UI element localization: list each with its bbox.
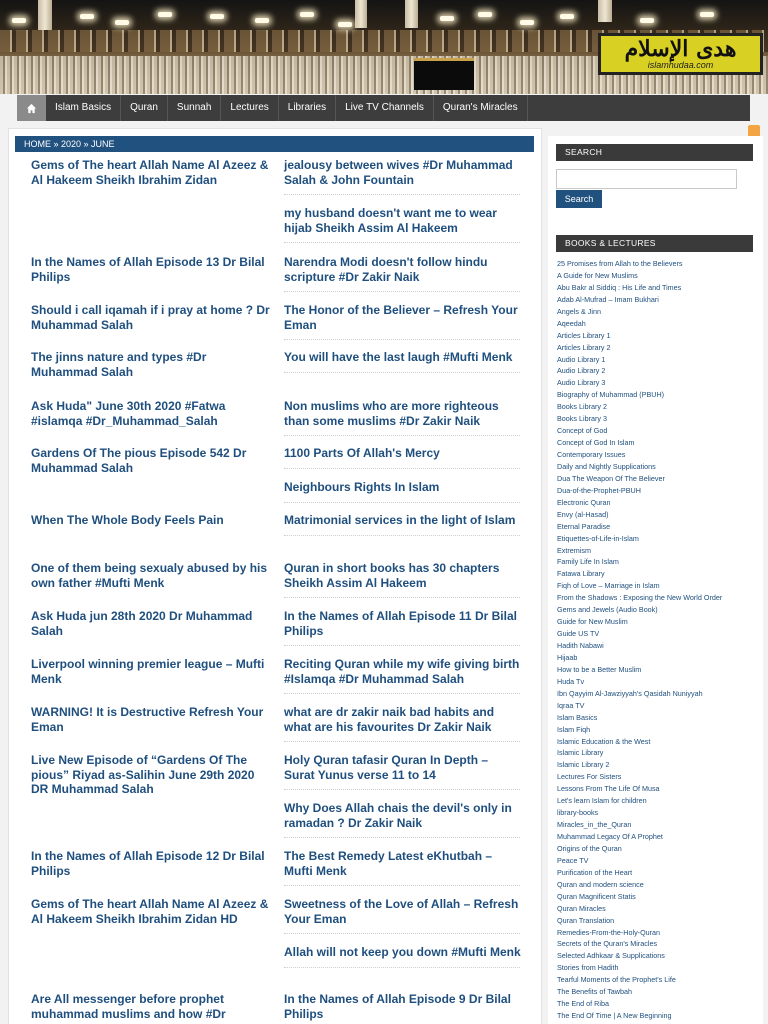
post-title[interactable]: Allah will not keep you down #Mufti Menk xyxy=(284,945,521,959)
sidebar-link[interactable]: library-books xyxy=(557,808,599,818)
main-nav xyxy=(17,95,750,121)
nav-item-live-tv-channels[interactable]: Live TV Channels xyxy=(336,95,434,121)
post-title[interactable]: The Best Remedy Latest eKhutbah – Mufti Menk xyxy=(284,849,493,878)
post-title[interactable]: In the Names of Allah Episode 13 Dr Bilal Philips xyxy=(31,255,265,284)
post-title[interactable]: Neighbours Rights In Islam xyxy=(284,480,440,494)
sidebar-link[interactable]: Audio Library 2 xyxy=(557,366,606,376)
post-item[interactable] xyxy=(268,609,522,638)
nav-item-quran[interactable]: Quran xyxy=(121,95,168,121)
post-item[interactable] xyxy=(31,657,271,686)
sidebar-link[interactable]: Peace TV xyxy=(557,855,589,865)
sidebar-link[interactable]: Selected Adhkaar & Supplications xyxy=(557,951,665,961)
logo-english-text: islamhudaa.com xyxy=(647,60,714,70)
post-item[interactable] xyxy=(268,158,522,187)
post-title[interactable]: Gems of The heart Allah Name Al Azeez & Al Hakeem Sheikh Ibrahim Zidan xyxy=(31,158,269,187)
nav-item-qurans-miracles[interactable]: Quran's Miracles xyxy=(434,95,528,121)
sidebar-link[interactable]: Gems and Jewels (Audio Book) xyxy=(557,605,658,615)
post-title[interactable]: When The Whole Body Feels Pain xyxy=(31,513,224,527)
sidebar-link[interactable]: Etiquettes-of-Life-in-Islam xyxy=(557,533,639,543)
post-title[interactable]: Sweetness of the Love of Allah – Refresh Your Eman xyxy=(284,897,519,926)
post-item[interactable] xyxy=(31,303,271,332)
sidebar-link[interactable]: From the Shadows : Exposing the New World Order xyxy=(557,593,723,603)
post-title[interactable]: Ask Huda" June 30th 2020 #Fatwa #islamqa #Dr_Muhammad_Salah xyxy=(31,399,226,428)
post-title[interactable]: Are All messenger before prophet muhammad muslims and how #Dr xyxy=(31,992,226,1021)
post-item[interactable] xyxy=(31,897,271,926)
search-widget-title: SEARCH xyxy=(556,144,753,161)
post-title[interactable]: The Honor of the Believer – Refresh Your Eman xyxy=(284,303,518,332)
post-title[interactable]: Non muslims who are more righteous than some muslims #Dr Zakir Naik xyxy=(284,399,499,428)
sidebar-link[interactable]: Purification of the Heart xyxy=(557,867,633,877)
post-title[interactable]: jealousy between wives #Dr Muhammad Salah & John Fountain xyxy=(284,158,513,187)
site-logo[interactable] xyxy=(598,33,763,75)
post-title[interactable]: Narendra Modi doesn't follow hindu scripture #Dr Zakir Naik xyxy=(284,255,488,284)
post-title[interactable]: Matrimonial services in the light of Islam xyxy=(284,513,516,527)
sidebar-link[interactable]: Miracles_in_the_Quran xyxy=(557,820,632,830)
sidebar-link[interactable]: Lessons From The Life Of Musa xyxy=(557,784,660,794)
sidebar-link[interactable]: The Benefits of Tawbah xyxy=(557,987,632,997)
sidebar-link[interactable]: Secrets of the Quran's Miracles xyxy=(557,939,658,949)
sidebar-link[interactable]: Adab Al-Mufrad – Imam Bukhari xyxy=(557,294,659,304)
sidebar-link[interactable]: Hadith Nabawi xyxy=(557,641,604,650)
nav-home-button[interactable] xyxy=(17,95,46,121)
nav-item-libraries[interactable]: Libraries xyxy=(279,95,336,121)
post-item[interactable] xyxy=(31,255,271,284)
post-item[interactable] xyxy=(268,897,522,926)
post-item[interactable] xyxy=(31,561,271,590)
post-title[interactable]: Gems of The heart Allah Name Al Azeez & Al Hakeem Sheikh Ibrahim Zidan HD xyxy=(31,897,269,926)
search-input[interactable] xyxy=(556,169,737,189)
sidebar-link[interactable]: Extremism xyxy=(557,545,591,555)
post-item[interactable] xyxy=(268,992,522,1021)
sidebar-link[interactable]: Fiqh of Love – Marriage in Islam xyxy=(557,581,660,591)
sidebar-link[interactable]: Envy (al-Hasad) xyxy=(557,509,609,519)
sidebar-link[interactable]: Huda Tv xyxy=(557,676,585,686)
post-item[interactable] xyxy=(31,609,271,638)
post-item[interactable] xyxy=(31,350,271,379)
sidebar-link[interactable]: Books Library 3 xyxy=(557,414,607,424)
post-title[interactable]: In the Names of Allah Episode 9 Dr Bilal Philips xyxy=(284,992,511,1021)
post-title[interactable]: WARNING! It is Destructive Refresh Your Eman xyxy=(31,705,264,734)
sidebar-link[interactable]: Electronic Quran xyxy=(557,497,611,507)
search-button[interactable]: Search xyxy=(556,190,602,208)
sidebar-link[interactable]: Hijaab xyxy=(557,652,578,662)
post-title[interactable]: Gardens Of The pious Episode 542 Dr Muhammad Salah xyxy=(31,446,247,475)
post-item[interactable] xyxy=(31,446,271,475)
books-lectures-widget-title: BOOKS & LECTURES xyxy=(556,235,753,252)
sidebar-link[interactable]: Articles Library 2 xyxy=(557,342,611,352)
breadcrumb[interactable]: HOME » 2020 » JUNE xyxy=(15,136,534,152)
sidebar-link[interactable]: Angels & Jinn xyxy=(557,306,601,316)
post-title[interactable]: In the Names of Allah Episode 12 Dr Bilal Philips xyxy=(31,849,265,878)
sidebar-link[interactable]: Lectures For Sisters xyxy=(557,772,622,782)
post-item[interactable] xyxy=(268,446,522,461)
post-item[interactable] xyxy=(268,206,522,235)
sidebar-link[interactable]: Audio Library 1 xyxy=(557,354,606,364)
sidebar-link[interactable]: Daily and Nightly Supplications xyxy=(557,461,656,471)
post-item[interactable] xyxy=(31,399,271,428)
post-item[interactable] xyxy=(268,705,522,734)
sidebar-link[interactable]: Islamic Library 2 xyxy=(557,760,610,770)
sidebar-link[interactable]: The End Of Time | A New Beginning xyxy=(557,1011,672,1021)
header-banner xyxy=(0,0,768,94)
sidebar-link[interactable]: Islamic Library xyxy=(557,748,604,758)
sidebar-link[interactable]: Audio Library 3 xyxy=(557,378,606,388)
post-item[interactable] xyxy=(268,849,522,878)
sidebar-link[interactable]: Books Library 2 xyxy=(557,402,607,412)
post-item[interactable] xyxy=(31,992,271,1021)
nav-item-islam-basics[interactable]: Islam Basics xyxy=(46,95,121,121)
post-title[interactable]: Reciting Quran while my wife giving birth #Islamqa #Dr Muhammad Salah xyxy=(284,657,520,686)
sidebar-link[interactable]: Muhammad Legacy Of A Prophet xyxy=(557,832,663,841)
post-item[interactable] xyxy=(268,753,522,782)
post-title[interactable]: In the Names of Allah Episode 11 Dr Bilal Philips xyxy=(284,609,517,638)
post-item[interactable] xyxy=(268,513,522,528)
sidebar-link[interactable]: Stories from Hadith xyxy=(557,963,619,973)
sidebar-link[interactable]: Dua The Weapon Of The Believer xyxy=(557,473,665,483)
home-icon xyxy=(26,103,37,114)
kaaba-image xyxy=(414,58,474,90)
sidebar-link[interactable]: 25 Promises from Allah to the Believers xyxy=(557,259,683,268)
sidebar-link[interactable]: Fatawa Library xyxy=(557,569,605,579)
post-item[interactable] xyxy=(31,705,271,734)
sidebar-link[interactable]: A Guide for New Muslims xyxy=(557,270,638,280)
post-title[interactable]: Why Does Allah chais the devil's only in ramadan ? Dr Zakir Naik xyxy=(284,801,512,830)
sidebar-link[interactable]: Iqraa TV xyxy=(557,700,585,710)
post-item[interactable] xyxy=(268,657,522,686)
sidebar-link[interactable]: Eternal Paradise xyxy=(557,521,611,531)
sidebar-link[interactable]: Quran and modern science xyxy=(557,879,644,889)
nav-item-lectures[interactable]: Lectures xyxy=(221,95,278,121)
post-item[interactable] xyxy=(268,255,522,284)
post-item[interactable] xyxy=(31,753,271,797)
sidebar-link[interactable]: Ibn Qayyim Al-Jawziyyah's Qasidah Nuniyyah xyxy=(557,688,703,698)
post-title[interactable]: Holy Quran tafasir Quran In Depth – Surat Yunus verse 11 to 14 xyxy=(284,753,489,782)
post-item[interactable] xyxy=(268,350,522,365)
sidebar-link[interactable]: How to be a Better Muslim xyxy=(557,664,642,674)
post-title[interactable]: The jinns nature and types #Dr Muhammad Salah xyxy=(31,350,207,379)
nav-item-sunnah[interactable]: Sunnah xyxy=(168,95,221,121)
sidebar-link[interactable]: Islamic Education & the West xyxy=(557,736,651,746)
sidebar-link[interactable]: Dua-of-the-Prophet-PBUH xyxy=(557,485,641,495)
post-item[interactable] xyxy=(31,513,271,528)
post-title[interactable]: Quran in short books has 30 chapters Sheikh Assim Al Hakeem xyxy=(284,561,500,590)
post-item[interactable] xyxy=(268,303,522,332)
sidebar-link[interactable]: Tearful Moments of the Prophet's Life xyxy=(557,975,676,985)
post-title[interactable]: Should i call iqamah if i pray at home ? Dr Muhammad Salah xyxy=(31,303,270,332)
post-item[interactable] xyxy=(268,480,522,495)
post-item[interactable] xyxy=(31,158,271,187)
sidebar-link[interactable]: Let's learn Islam for children xyxy=(557,796,647,806)
sidebar-link[interactable]: Biography of Muhammad (PBUH) xyxy=(557,390,665,400)
post-item[interactable] xyxy=(268,801,522,830)
sidebar-link[interactable]: Islam Basics xyxy=(557,712,598,722)
sidebar-link[interactable]: Articles Library 1 xyxy=(557,330,611,340)
sidebar-link[interactable]: Concept of God In Islam xyxy=(557,438,635,448)
sidebar-link[interactable]: Origins of the Quran xyxy=(557,843,622,853)
post-title[interactable]: Ask Huda jun 28th 2020 Dr Muhammad Salah xyxy=(31,609,253,638)
sidebar-link[interactable]: Family Life In Islam xyxy=(557,557,619,567)
sidebar-link[interactable]: Guide for New Muslim xyxy=(557,617,628,627)
sidebar-link[interactable]: Contemporary Issues xyxy=(557,450,626,459)
post-title[interactable]: You will have the last laugh #Mufti Menk xyxy=(284,350,513,364)
post-title[interactable]: my husband doesn't want me to wear hijab Sheikh Assim Al Hakeem xyxy=(284,206,497,235)
sidebar-link[interactable]: Quran Miracles xyxy=(557,903,606,913)
sidebar-link[interactable]: Guide US TV xyxy=(557,629,600,639)
sidebar-link[interactable]: Quran Translation xyxy=(557,915,615,925)
post-title[interactable]: what are dr zakir naik bad habits and what are his favourites Dr Zakir Naik xyxy=(284,705,495,734)
post-item[interactable] xyxy=(268,399,522,428)
sidebar-link[interactable]: Concept of God xyxy=(557,426,608,436)
post-item[interactable] xyxy=(31,849,271,878)
books-lectures-list xyxy=(557,258,757,1022)
sidebar-link[interactable]: Islam Fiqh xyxy=(557,724,591,734)
post-title[interactable]: Liverpool winning premier league – Mufti Menk xyxy=(31,657,265,686)
sidebar-link[interactable]: Remedies-From-the-Holy-Quran xyxy=(557,927,661,937)
post-item[interactable] xyxy=(268,945,522,960)
sidebar-link[interactable]: The End of Riba xyxy=(557,999,609,1009)
sidebar-link[interactable]: Abu Bakr al Siddiq : His Life and Times xyxy=(557,282,682,292)
post-title[interactable]: One of them being sexualy abused by his own father #Mufti Menk xyxy=(31,561,268,590)
post-title[interactable]: 1100 Parts Of Allah's Mercy xyxy=(284,446,440,460)
logo-arabic-text: هدى الإسلام xyxy=(624,36,737,62)
sidebar-link[interactable]: Aqeedah xyxy=(557,318,586,328)
post-title[interactable]: Live New Episode of “Gardens Of The pious” Riyad as-Salihin June 29th 2020 DR Muhammad Salah xyxy=(31,753,255,796)
sidebar-link[interactable]: Quran Magnificent Statis xyxy=(557,891,636,901)
post-item[interactable] xyxy=(268,561,522,590)
